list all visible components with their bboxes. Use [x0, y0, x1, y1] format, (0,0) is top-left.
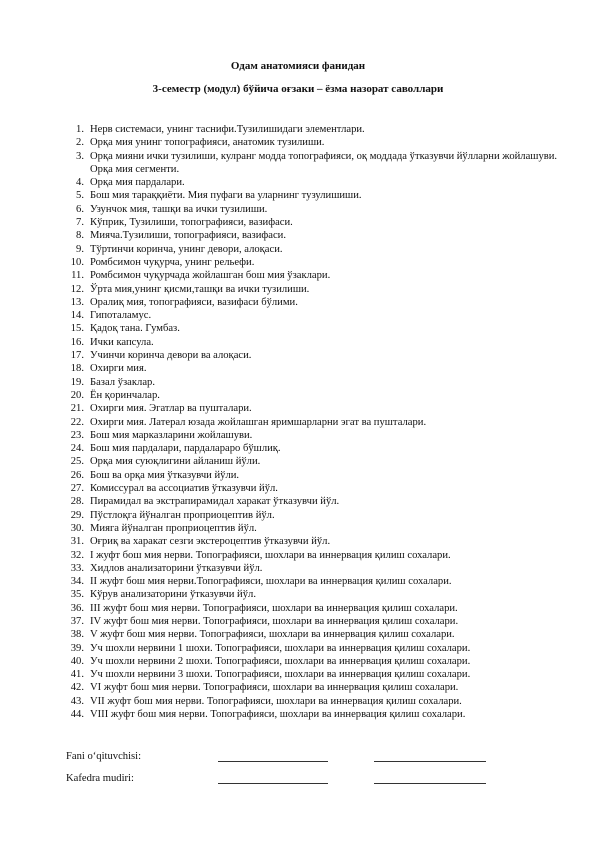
question-item — [66, 522, 566, 535]
question-number: 36. — [70, 602, 84, 614]
question-item — [66, 549, 566, 562]
question-number: 37. — [70, 615, 84, 627]
question-number: 3. — [76, 150, 84, 162]
question-item — [66, 429, 566, 442]
question-text: Гипоталамус. — [90, 310, 152, 322]
question-text: VI жуфт бош мия нерви. Топографияси, шохлари ва иннервация қилиш сохалари. — [90, 682, 459, 694]
teacher-name-line — [374, 761, 486, 762]
question-number: 18. — [70, 363, 84, 375]
question-text: Уч шохли нервини 2 шохи. Топографияси, шохлари ва иннервация қилиш сохалари. — [90, 655, 471, 667]
question-number: 7. — [76, 217, 84, 229]
question-number: 30. — [70, 522, 84, 534]
question-text: Кўрув анализаторини ўтказувчи йўл. — [90, 589, 256, 601]
question-number: 5. — [76, 190, 84, 202]
question-item — [66, 336, 566, 349]
question-number: 23. — [70, 429, 84, 441]
question-text: Бош мия тараққиёти. Мия пуфаги ва уларнинг тузулишиши. — [90, 190, 362, 202]
question-item — [66, 322, 566, 335]
question-item — [66, 495, 566, 508]
question-number: 43. — [70, 695, 84, 707]
question-item — [66, 642, 566, 655]
question-item — [66, 243, 566, 256]
question-number: 2. — [76, 137, 84, 149]
question-number: 26. — [70, 469, 84, 481]
question-text: Уч шохли нервини 3 шохи. Топографияси, шохлари ва иннервация қилиш сохалари. — [90, 669, 471, 681]
question-item — [66, 309, 566, 322]
question-number: 40. — [70, 655, 84, 667]
question-item — [66, 283, 566, 296]
question-number: 14. — [70, 310, 84, 322]
question-text: I жуфт бош мия нерви. Топографияси, шохлари ва иннервация қилиш сохалари. — [90, 549, 451, 561]
question-number: 35. — [70, 589, 84, 601]
question-text: Пўстлоқга йўналган проприоцептив йўл. — [90, 509, 275, 521]
question-text: Нерв системаси, унинг таснифи.Тузилишидаги элементлари. — [90, 124, 365, 135]
question-item — [66, 588, 566, 601]
question-number: 25. — [70, 456, 84, 468]
question-item — [66, 668, 566, 681]
question-item — [66, 176, 566, 189]
question-item — [66, 136, 566, 149]
question-item — [66, 402, 566, 415]
question-text: Орқа мия пардалари. — [90, 177, 185, 189]
question-number: 16. — [70, 336, 84, 348]
question-item — [66, 442, 566, 455]
question-item — [66, 615, 566, 628]
question-item — [66, 123, 566, 136]
question-item — [66, 189, 566, 202]
question-number: 38. — [70, 629, 84, 641]
document-title: Одам анатомияси фанидан — [230, 60, 366, 72]
question-item — [66, 655, 566, 668]
question-text: Охирги мия. Латерал юзада жойлашган яримшарларни эгат ва пушталари. — [90, 416, 427, 428]
question-item — [66, 628, 566, 641]
question-number: 17. — [70, 350, 84, 362]
question-text: Пирамидал ва экстрапирамидал харакат ўтказувчи йўл. — [90, 496, 340, 508]
question-text: Комиссурал ва ассоциатив ўтказувчи йўл. — [90, 483, 278, 495]
document-subtitle: 3-семестр (модул) бўйича оғзаки – ёзма назорат саволлари — [152, 83, 444, 95]
question-text: Охирги мия. — [90, 363, 147, 375]
question-text: Охирги мия. Эгатлар ва пушталари. — [90, 403, 252, 415]
question-item — [66, 296, 566, 309]
question-text: Оғриқ ва харакат сезги экстероцептив ўтказувчи йўл. — [90, 536, 331, 548]
question-number: 1. — [76, 124, 84, 135]
question-text: Орқа мияни ички тузилиши, кулранг модда топографияси, оқ моддада ўтказувчи йўлларни жойлашуви. Орқа мия сегменти. — [90, 150, 558, 175]
question-number: 4. — [76, 177, 84, 189]
question-number: 33. — [70, 562, 84, 574]
question-text: Узунчок мия, ташқи ва ички тузилиши. — [90, 203, 268, 215]
question-item — [66, 695, 566, 708]
question-number: 8. — [76, 230, 84, 242]
question-item — [66, 708, 566, 721]
question-number: 12. — [70, 283, 84, 295]
question-text: Бош ва орқа мия ўтказувчи йўли. — [90, 469, 240, 481]
question-number: 34. — [70, 576, 84, 588]
question-number: 31. — [70, 536, 84, 548]
question-number: 21. — [70, 403, 84, 415]
question-item — [66, 482, 566, 495]
question-item — [66, 455, 566, 468]
question-text: IV жуфт бош мия нерви. Топографияси, шохлари ва иннервация қилиш сохалари. — [90, 615, 459, 627]
question-text: Кўприк, Тузилиши, топографияси, вазифаси. — [90, 217, 293, 229]
question-number: 11. — [71, 270, 84, 282]
question-number: 15. — [70, 323, 84, 335]
question-item — [66, 681, 566, 694]
head-label: Kafedra mudiri: — [66, 773, 134, 784]
question-text: Орқа мия суюқлигини айланиш йўли. — [90, 456, 261, 468]
question-item — [66, 349, 566, 362]
question-item — [66, 416, 566, 429]
question-number: 13. — [70, 296, 84, 308]
question-number: 29. — [70, 509, 84, 521]
question-text: Ён қоринчалар. — [90, 389, 160, 401]
question-number: 24. — [70, 443, 84, 455]
question-text: Орқа мия унинг топографияси, анатомик тузилиши. — [90, 137, 325, 149]
question-number: 44. — [70, 709, 84, 721]
question-text: Тўртинчи коринча, унинг девори, алоқаси. — [90, 243, 283, 255]
question-text: V жуфт бош мия нерви. Топографияси, шохлари ва иннервация қилиш сохалари. — [90, 629, 455, 641]
question-number: 10. — [70, 256, 84, 268]
question-list — [66, 123, 566, 721]
question-item — [66, 216, 566, 229]
question-text: VII жуфт бош мия нерви. Топографияси, шохлари ва иннервация қилиш сохалари. — [90, 695, 462, 707]
question-item — [66, 602, 566, 615]
head-signature-line — [218, 783, 328, 784]
question-item — [66, 376, 566, 389]
question-text: Базал ўзаклар. — [90, 376, 155, 388]
question-number: 9. — [76, 243, 84, 255]
question-text: Ўрта мия,унинг қисми,ташқи ва ички тузилиши. — [90, 283, 310, 295]
question-text: Учинчи коринча девори ва алоқаси. — [90, 350, 252, 362]
question-text: Ромбсимон чуқурчада жойлашган бош мия ўзаклари. — [90, 270, 331, 282]
question-item — [66, 362, 566, 375]
question-item — [66, 150, 566, 177]
question-text: Қадоқ тана. Гумбаз. — [90, 323, 180, 335]
question-item — [66, 575, 566, 588]
question-text: Ички капсула. — [90, 336, 154, 348]
teacher-label: Fani o‘qituvchisi: — [66, 751, 142, 762]
teacher-signature-line — [218, 761, 328, 762]
question-number: 32. — [70, 549, 84, 561]
question-number: 19. — [70, 376, 84, 388]
question-text: II жуфт бош мия нерви.Топографияси, шохлари ва иннервация қилиш сохалари. — [90, 576, 452, 588]
question-text: Уч шохли нервини 1 шохи. Топографияси, шохлари ва иннервация қилиш сохалари. — [90, 642, 471, 654]
question-text: Ромбсимон чуқурча, унинг рельефи. — [90, 256, 255, 268]
question-text: III жуфт бош мия нерви. Топографияси, шохлари ва иннервация қилиш сохалари. — [90, 602, 458, 614]
question-number: 20. — [70, 389, 84, 401]
question-item — [66, 389, 566, 402]
question-item — [66, 256, 566, 269]
question-number: 41. — [70, 669, 84, 681]
question-item — [66, 229, 566, 242]
question-item — [66, 562, 566, 575]
question-item — [66, 203, 566, 216]
question-text: Мияча.Тузилиши, топографияси, вазифаси. — [90, 230, 286, 242]
question-number: 27. — [70, 483, 84, 495]
question-item — [66, 269, 566, 282]
question-text: Хидлов анализаторини ўтказувчи йўл. — [90, 562, 263, 574]
question-text: Бош мия пардалари, пардалараро бўшлиқ. — [90, 443, 281, 455]
head-name-line — [374, 783, 486, 784]
question-item — [66, 509, 566, 522]
question-item — [66, 535, 566, 548]
question-number: 6. — [76, 203, 84, 215]
question-number: 39. — [70, 642, 84, 654]
question-text: VIII жуфт бош мия нерви. Топографияси, шохлари ва иннервация қилиш сохалари. — [90, 709, 466, 721]
question-item — [66, 469, 566, 482]
question-text: Оралиқ мия, топографияси, вазифаси бўлими. — [90, 296, 298, 308]
question-text: Бош мия марказларини жойлашуви. — [90, 429, 253, 441]
question-number: 28. — [70, 496, 84, 508]
question-number: 42. — [70, 682, 84, 694]
question-text: Мияга йўналган проприоцептив йўл. — [90, 522, 257, 534]
question-number: 22. — [70, 416, 84, 428]
